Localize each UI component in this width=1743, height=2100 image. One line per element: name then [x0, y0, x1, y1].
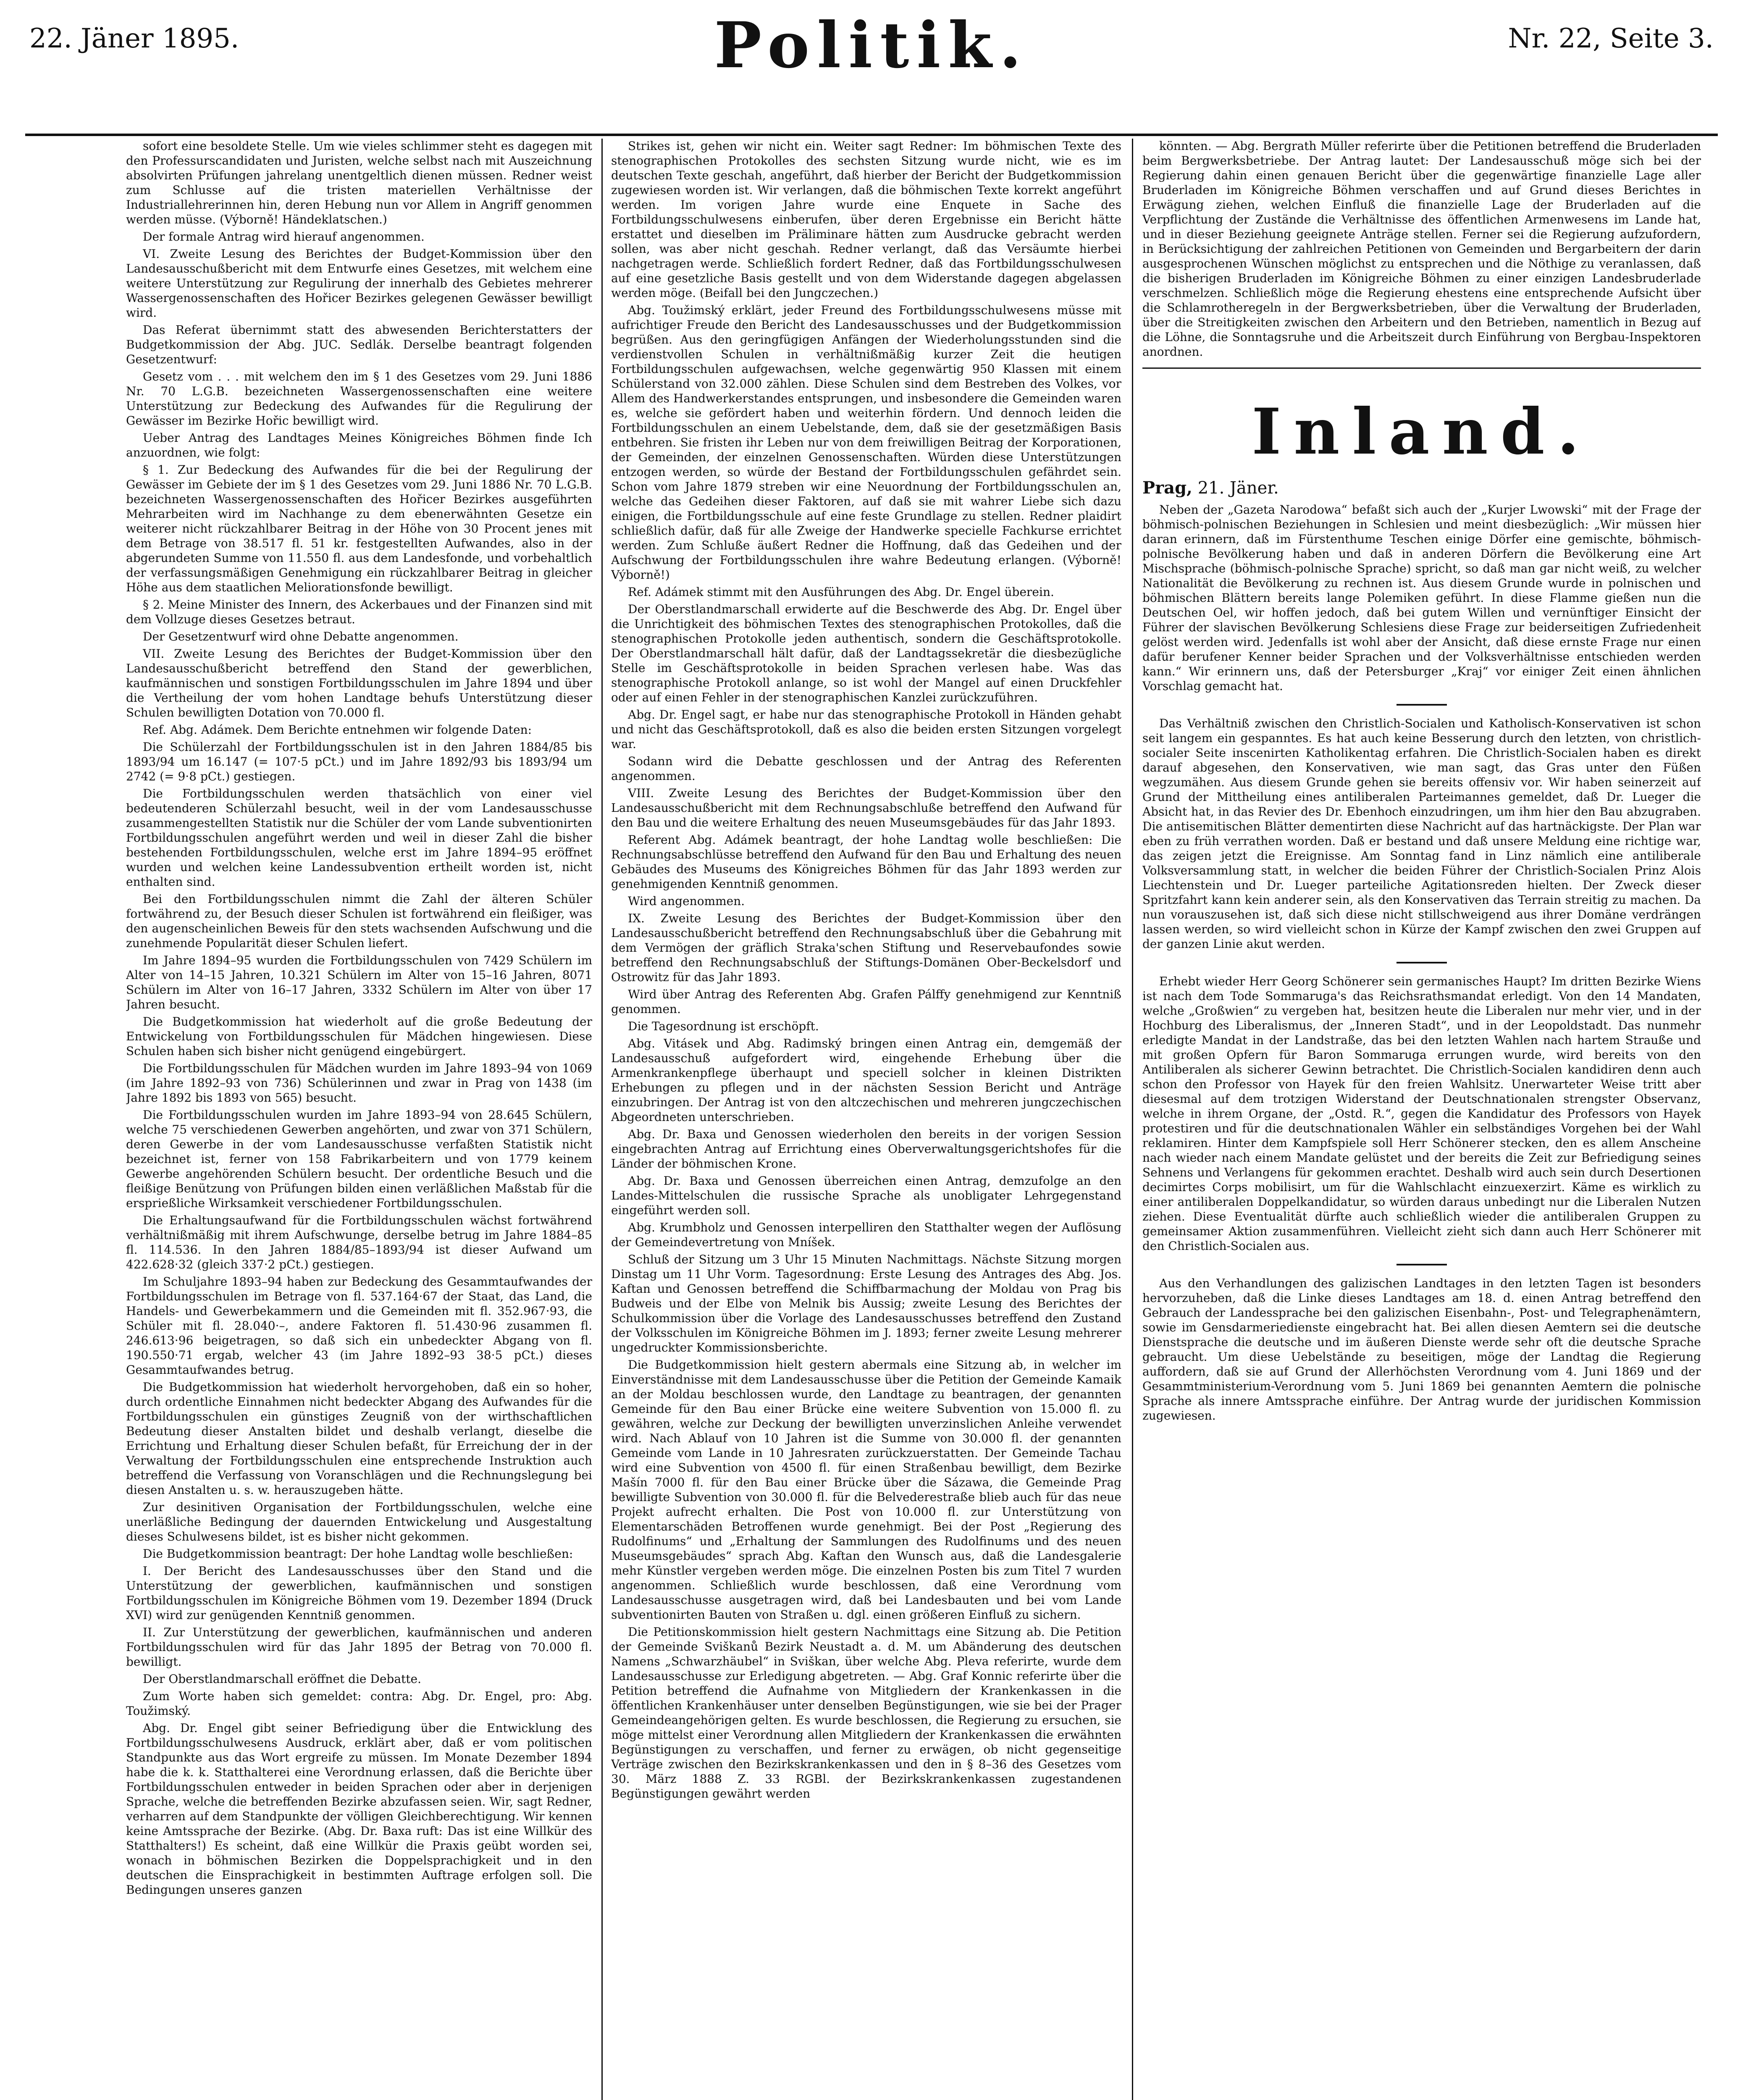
inland-heading: Inland. — [1252, 395, 1592, 469]
paragraph: Sodann wird die Debatte geschlossen und der Antrag des Referenten angenommen. — [611, 754, 1121, 783]
article-separator — [1396, 1264, 1447, 1265]
paragraph: Ref. Adámek stimmt mit den Ausführungen des Abg. Dr. Engel überein. — [628, 585, 1054, 599]
paragraph: Die Petitionskommission hielt gestern Nachmittags eine Sitzung ab. Die Petition der Gemeinde Sviškanů Bezirk Neustadt a. d. M. um Abänderung des deutschen Namens „Schwarzhäubel“ in Sviškan, über welche Abg. Pleva referirte, wurde dem Landesausschusse zur Erledigung abgetreten. — Abg. Graf Konnic referirte über die Petition betreffend die Aufnahme von Mitgliedern der Krankenkassen in die öffentlichen Krankenhäuser unter denselben Begünstigungen, wie sie bei der Prager Gemeindeangehörigen gelten. Es wurde beschlossen, die Regierung zu ersuchen, sie möge mittelst einer Verordnung allen Mitgliedern der Krankenkassen die erwähnten Begünstigungen zu verschaffen, und ferner zu erwägen, ob nicht gegenseitige Verträge zwischen den Bezirkskrankenkassen und den in § 8–36 des Gesetzes vom 30. März 1888 Z. 33 RGBl. der Bezirkskrankenkassen zugestandenen Begünstigungen gewährt werden — [611, 1625, 1121, 1801]
paragraph: Abg. Dr. Baxa und Genossen überreichen einen Antrag, demzufolge an den Landes-Mittelschulen die russische Sprache als unobligater Lehrgegenstand eingeführt werden soll. — [611, 1174, 1121, 1217]
paragraph: Zum Worte haben sich gemeldet: contra: Abg. Dr. Engel, pro: Abg. Toužimský. — [126, 1689, 592, 1718]
paragraph: Gesetz vom . . . mit welchem den im § 1 des Gesetzes vom 29. Juni 1886 Nr. 70 L.G.B. bezeichneten Wassergenossenschaften eine weitere Unterstützung zur Bedeckung des Aufwandes für die Regulirung der Gewässer im Bezirke Hořic bewilligt wird. — [126, 370, 592, 428]
paragraph: II. Zur Unterstützung der gewerblichen, kaufmännischen und anderen Fortbildungsschulen wird für das Jahr 1895 der Betrag von 70.000 fl. bewilligt. — [126, 1625, 592, 1669]
paragraph: Wird angenommen. — [628, 894, 745, 908]
paragraph: VI. Zweite Lesung des Berichtes der Budget-Kommission über den Landesausschußbericht mit dem Entwurfe eines Gesetzes, mit welchem eine weitere Unterstützung zur Regulirung der innerhalb des Gebietes mehrerer Wassergenossenschaften des Hořicer Bezirkes gelegenen Gewässer bewilligt wird. — [126, 247, 592, 320]
paragraph: I. Der Bericht des Landesausschusses über den Stand und die Unterstützung der gewerblichen, kaufmännischen und sonstigen Fortbildungsschulen im Königreiche Böhmen vom 19. Dezember 1894 (Druck XVI) wird zur genügenden Kenntniß genommen. — [126, 1564, 592, 1622]
issue-date: 22. Jäner 1895. — [29, 23, 239, 54]
column-3 — [1142, 139, 1701, 2100]
column-2 — [611, 139, 1121, 2100]
paragraph: Die Budgetkommission beantragt: Der hohe Landtag wolle beschließen: — [143, 1547, 573, 1561]
paragraph: Zur desinitiven Organisation der Fortbildungsschulen, welche eine unerläßliche Bedingung der dauernden Entwickelung und Ausgestaltung dieses Schulwesens bildet, ist es bisher nicht gekommen. — [126, 1500, 592, 1544]
paragraph: Die Budgetkommission hat wiederholt auf die große Bedeutung der Entwickelung von Fortbildungsschulen für Mädchen hingewiesen. Diese Schulen haben sich bisher nicht genügend eingebürgert. — [126, 1015, 592, 1058]
paragraph: Abg. Dr. Engel gibt seiner Befriedigung über die Entwicklung des Fortbildungsschulwesens Ausdruck, erklärt aber, daß er vom politischen Standpunkte aus das Wort ergreife zu müssen. Im Monate Dezember 1894 habe die k. k. Statthalterei eine Verordnung erlassen, daß die Berichte über Fortbildungsschulen entweder in beiden Sprachen oder aber in derjenigen Sprache, welche die betreffenden Bezirke abzufassen seien. Wir, sagt Redner, verharren auf dem Standpunkte der völligen Gleichberechtigung. Wir kennen keine Amtssprache der Bezirke. (Abg. Dr. Baxa ruft: Das ist eine Willkür des Statthalters!) Es scheint, daß eine Willkür die Praxis geübt worden sei, wonach in böhmischen Bezirken die Doppelsprachigkeit und in den deutschen die Einsprachigkeit in bestimmten Auftrage erfolgen soll. Die Bedingungen unseres ganzen — [126, 1721, 592, 1897]
dateline-date: 21. Jäner. — [1197, 478, 1279, 498]
paragraph: Abg. Dr. Engel sagt, er habe nur das stenographische Protokoll in Händen gehabt und nicht das Geschäftsprotokoll, daß es also die beiden ersten Sitzungen vorgelegt war. — [611, 708, 1121, 751]
section-title: Politik. — [714, 8, 1029, 82]
paragraph: Die Fortbildungsschulen wurden im Jahre 1893–94 von 28.645 Schülern, welche 75 verschiedenen Gewerben angehörten, und zwar von 371 Schülern, deren Gewerbe in der vom Landesausschusse verfaßten Statistik nicht bezeichnet ist, ferner von 158 Fabrikarbeitern und von 1779 keinem Gewerbe angehörenden Schülern besucht. Der ordentliche Besuch und die fleißige Benützung von Prüfungen bilden einen verläßlichen Maßstab für die ersprießliche Wirksamkeit verschiedener Fortbildungsschulen. — [126, 1108, 592, 1210]
paragraph: Die Erhaltungsaufwand für die Fortbildungsschulen wächst fortwährend verhältnißmäßig mit ihrem Aufschwunge, derselbe betrug im Jahre 1884–85 fl. 114.536. In den Jahren 1884/85–1893/94 ist dieser Aufwand um 422.628·32 (gleich 337·2 pCt.) gestiegen. — [126, 1213, 592, 1271]
paragraph: Strikes ist, gehen wir nicht ein. Weiter sagt Redner: Im böhmischen Texte des stenographischen Protokolles des sechsten Sitzung wurde nicht, wie es im deutschen Texte geschah, angeführt, daß hierber der Bericht der Budgetkommission zugewiesen worden ist. Wir verlangen, daß die böhmischen Texte korrekt angeführt werden. Im vorigen Jahre wurde eine Enquete in Sache des Fortbildungsschulwesens einberufen, über deren Ergebnisse ein Bericht hätte erstattet und dieselben im Präliminare hätten zum Ausdrucke gebracht werden sollen, was aber nicht geschah. Redner verlangt, daß das Versäumte hierbei nachgetragen werde. Schließlich fordert Redner, daß das Fortbildungsschulwesen auf eine gesetzliche Basis gestellt und von dem Widerstande dagegen abgelassen werden möge. (Beifall bei den Jungczechen.) — [611, 139, 1121, 300]
paragraph: Die Fortbildungsschulen für Mädchen wurden im Jahre 1893–94 von 1069 (im Jahre 1892–93 von 736) Schülerinnen und zwar in Prag von 1438 (im Jahre 1892 bis 1893 von 565) besucht. — [126, 1061, 592, 1105]
header-rule — [25, 134, 1718, 136]
paragraph: Ueber Antrag des Landtages Meines Königreiches Böhmen finde Ich anzuordnen, wie folgt: — [126, 431, 592, 459]
paragraph: Der Oberstlandmarschall eröffnet die Debatte. — [143, 1672, 422, 1686]
paragraph: IX. Zweite Lesung des Berichtes der Budget-Kommission über den Landesausschußbericht betreffend den Rechnungsabschluß über die Gebahrung mit dem Vermögen der gräflich Straka'schen Stiftung und Reservebaufondes sowie betreffend den Rechnungsabschluß der Stiftungs-Domänen Ober-Beckelsdorf und Ostrowitz für das Jahr 1893. — [611, 911, 1121, 984]
paragraph: § 2. Meine Minister des Innern, des Ackerbaues und der Finanzen sind mit dem Vollzuge dieses Gesetzes betraut. — [126, 598, 592, 626]
paragraph: § 1. Zur Bedeckung des Aufwandes für die bei der Regulirung der Gewässer im Gebiete der im § 1 des Gesetzes vom 29. Juni 1886 Nr. 70 L.G.B. bezeichneten Wassergenossenschaften des Hořicer Bezirkes ausgeführten Mehrarbeiten wird im Nachhange zu dem ebenerwähnten Gesetze ein weiterer nicht rückzahlbarer Beitrag in der Höhe von 30 Procent jenes mit dem Betrage von 38.517 fl. 51 kr. festgestellten Aufwandes, also in der abgerundeten Summe von 11.550 fl. aus dem Landesfonde, und vorbehaltlich der verfassungsmäßigen Genehmigung ein rückzahlbarer Beitrag in gleicher Höhe aus dem staatlichen Meliorationsfonde bewilligt. — [126, 463, 592, 594]
paragraph: könnten. — Abg. Bergrath Müller referirte über die Petitionen betreffend die Bruderladen beim Bergwerksbetriebe. Der Antrag lautet: Der Landesausschuß möge sich bei der Regierung dahin einen genauen Bericht über die gegenwärtige finanzielle Lage aller Bruderladen im Königreiche Böhmen verschaffen und auf Grund dieses Berichtes in Erwägung ziehen, welchen Einfluß die finanzielle Lage der Bruderladen auf die Verpflichtung der Zustände die Verhältnisse des öffentlichen Armenwesens im Lande hat, und in dieser Beziehung geeignete Anträge stellen. Ferner sei die Regierung aufzufordern, in Berücksichtigung der zahlreichen Petitionen von Gemeinden und Bergarbeitern der darin ausgesprochenen Wünschen möglichst zu entsprechen und die Nöthige zu veranlassen, daß die bisherigen Bruderladen im Königreiche Böhmen zu einer einzigen Landesbruderlade verschmelzen. Schließlich möge die Regierung ehestens eine entsprechende Aufsicht über die Schlamrotheregeln in der Bergwerksbetrieben, über die Verwaltung der Bruderladen, über die Streitigkeiten zwischen den Arbeitern und den Betrieben, namentlich in Bezug auf die Löhne, die Sonntagsruhe und die Arbeitszeit durch Einführung von Bergbau-Inspektoren anordnen. — [1142, 139, 1701, 359]
column-divider — [601, 139, 603, 2100]
paragraph: Der Gesetzentwurf wird ohne Debatte angenommen. — [143, 630, 459, 643]
dateline — [1142, 478, 1701, 498]
article-separator — [1396, 704, 1447, 706]
paragraph: Das Referat übernimmt statt des abwesenden Berichterstatters der Budgetkommission der Abg. JUC. Sedlák. Derselbe beantragt folgenden Gesetzentwurf: — [126, 323, 592, 366]
paragraph: Im Jahre 1894–95 wurden die Fortbildungsschulen von 7429 Schülern im Alter von 14–15 Jahren, 10.321 Schülern im Alter von 15–16 Jahren, 8071 Schülern im Alter von 16–17 Jahren, 3332 Schülern im Alter von über 17 Jahren besucht. — [126, 953, 592, 1011]
paragraph: Abg. Krumbholz und Genossen interpelliren den Statthalter wegen der Auflösung der Gemeindevertretung von Mníšek. — [611, 1221, 1121, 1249]
paragraph: Wird über Antrag des Referenten Abg. Grafen Pálffy genehmigend zur Kenntniß genommen. — [611, 987, 1121, 1016]
paragraph: Abg. Vitásek und Abg. Radimský bringen einen Antrag ein, demgemäß der Landesausschuß aufgefordert wird, eingehende Erhebung über die Armenkrankenpflege überhaupt und speciell solcher in kleinen Distrikten Erhebungen zu pflegen und in der nächsten Session Bericht und Anträge einzubringen. Der Antrag ist von den altczechischen und mehreren jungczechischen Abgeordneten unterschrieben. — [611, 1037, 1121, 1124]
paragraph: Der Oberstlandmarschall erwiderte auf die Beschwerde des Abg. Dr. Engel über die Unrichtigkeit des böhmischen Textes des stenographischen Protokolles, daß die stenographischen Protokolle jeden authentisch, sondern die Geschäftsprotokolle. Der Oberstlandmarschall hält dafür, daß der Landtagssekretär die diesbezügliche Stelle im Geschäftsprotokolle in beiden Sprachen verlesen habe. Was das stenographische Protokoll anlange, so ist wohl der Mangel auf einen Druckfehler oder auf einen Fehler in der stenographischen Kanzlei zurückzuführen. — [611, 602, 1121, 704]
paragraph: Erhebt wieder Herr Georg Schönerer sein germanisches Haupt? Im dritten Bezirke Wiens ist nach dem Tode Sommaruga's das Reichsrathsmandat erledigt. Von den 14 Mandaten, welche „Großwien“ zu vergeben hat, besitzen heute die Liberalen nur mehr vier, und in der Hochburg des Liberalismus, der „Inneren Stadt“, und in der Leopoldstadt. Das nunmehr erledigte Mandat in der Landstraße, das bei den letzten Wahlen nach hartem Strauße und mit großen Opfern für Baron Sommaruga errungen wurde, wird bereits von den Antiliberalen als sicherer Gewinn betrachtet. Die Christlich-Socialen kandidiren denn auch schon den Professor von Hayek für den freien Wahlsitz. Unerwarteter Weise tritt aber diesesmal auf dem trotzigen Widerstand der Deutschnationalen strengster Observanz, welche in ihrem Organe, der „Ostd. R.“, gegen die Kandidatur des Professors von Hayek protestiren und für die deutschnationalen Wähler ein selbständiges Vorgehen bei der Wahl reklamiren. Hinter dem Kampfspiele soll Herr Schönerer stecken, den es allem Anscheine nach wieder nach einem Mandate gelüstet und der bereits die Zeit zur Befriedigung seines Sehnens und Verlangens für gekommen erachtet. Deshalb wird auch sein durch Desertionen decimirtes Corps mobilisirt, um für die Wahlschlacht einzuexerzirt. Käme es wirklich zu einer antiliberalen Doppelkandidatur, so würden daraus unbedingt nur die Liberalen Nutzen ziehen. Diese Eventualität dürfte auch schließlich wieder die antiliberalen Gruppen zu gemeinsamer Aktion zusammenführen. Vielleicht zieht sich dann auch Herr Schönerer mit den Christlich-Socialen aus. — [1142, 974, 1701, 1253]
paragraph: Die Budgetkommission hielt gestern abermals eine Sitzung ab, in welcher im Einverständnisse mit dem Landesausschusse über die Petition der Gemeinde Kamaik an der Moldau beschlossen wurde, den Landtage zu beantragen, der genannten Gemeinde für den Bau einer Brücke eine weitere Subvention von 15.000 fl. zu gewähren, welche zur Deckung der bewilligten unverzinslichen Anleihe verwendet wird. Nach Ablauf von 10 Jahren ist die Summe von 30.000 fl. der genannten Gemeinde vom Lande in 10 Jahresraten zurückzuerstatten. Der Gemeinde Tachau wird eine Subvention von 4500 fl. für einen Straßenbau bewilligt, dem Bezirke Mašín 7000 fl. für den Bau einer Brücke über die Sázawa, die Gemeinde Prag bewilligte Subvention von 30.000 fl. für die Belvederestraße blieb auch für das neue Projekt aufrecht erhalten. Die Post von 10.000 fl. zur Unterstützung von Elementarschäden Betroffenen wurde genehmigt. Bei der Post „Regierung des Rudolfinums“ und „Erhaltung der Sammlungen des Rudolfinums und des neuen Museumsgebäudes“ sprach Abg. Kaftan den Wunsch aus, daß die Landesgalerie mehr Künstler vergeben werden möge. Die einzelnen Posten bis zum Titel 7 wurden angenommen. Schließlich wurde beschlossen, daß eine Verordnung vom Landesausschusse ausgetragen wird, daß bei Landesbauten und bei vom Lande subventionirten Bauten von Straßen u. dgl. einen größeren Einfluß zu sichern. — [611, 1358, 1121, 1622]
column-divider — [1132, 139, 1133, 2100]
paragraph: Abg. Dr. Baxa und Genossen wiederholen den bereits in der vorigen Session eingebrachten Antrag auf Errichtung eines Oberverwaltungsgerichtshofes für die Länder der böhmischen Krone. — [611, 1127, 1121, 1171]
paragraph: Referent Abg. Adámek beantragt, der hohe Landtag wolle beschließen: Die Rechnungsabschlüsse betreffend den Aufwand für den Bau und Erhaltung des neuen Gebäudes des Museums des Königreiches Böhmen für das Jahr 1893 werden zur genehmigenden Kenntniß genommen. — [611, 833, 1121, 891]
paragraph: Die Budgetkommission hat wiederholt hervorgehoben, daß ein so hoher, durch ordentliche Einnahmen nicht bedeckter Abgang des Aufwandes für die Fortbildungsschulen ein günstiges Zeugniß von der wirthschaftlichen Bedeutung dieser Anstalten bildet und deshalb verlangt, dieselbe die Errichtung und Erhaltung dieser Schulen befaßt, für Erreichung der in der Verwaltung der Fortbildungsschulen eine entsprechende Instruktion auch betreffend die Verfassung von Voranschlägen und die Rechnungslegung bei diesen Anstalten u. s. w. herauszugeben hätte. — [126, 1380, 592, 1497]
paragraph: Im Schuljahre 1893–94 haben zur Bedeckung des Gesammtaufwandes der Fortbildungsschulen im Betrage von fl. 537.164·67 der Staat, das Land, die Handels- und Gewerbekammern und die Gemeinden mit fl. 352.967·93, die Schüler mit fl. 28.040·–, andere Faktoren fl. 51.430·96 zusammen fl. 246.613·96 beigetragen, so daß sich ein unbedeckter Abgang von fl. 190.550·71 ergab, welcher 43 (im Jahre 1892–93 38·5 pCt.) dieses Gesammtaufwandes betrug. — [126, 1275, 592, 1377]
masthead — [29, 8, 1714, 134]
paragraph: Neben der „Gazeta Narodowa“ befaßt sich auch der „Kurjer Lwowski“ mit der Frage der böhmisch-polnischen Beziehungen in Schlesien und meint diesbezüglich: „Wir müssen hier daran erinnern, daß im Fürstenthume Teschen einige Dörfer eine gemischte, böhmisch-polnische Bevölkerung haben und daß in anderen Dörfern die Bevölkerung eine Art Mischsprache (böhmisch-polnische Sprache) spricht, so daß man gar nicht weiß, zu welcher Nationalität die Bevölkerung zu rechnen ist. Aus diesem Grunde wurde in polnischen und böhmischen Blättern bereits lange Polemiken geführt. In diese Flamme gießen nun die Deutschen Oel, wir hoffen jedoch, daß bei gutem Willen und vernünftiger Einsicht der Führer der slavischen Bevölkerung Schlesiens diese Frage zur beiderseitigen Zufriedenheit gelöst werden wird. Jedenfalls ist wohl aber der Ansicht, daß diese ernste Frage nur einen dafür berufener Kenner beider Sprachen und der Volksverhältnisse entschieden werden kann.“ Wir erinnern uns, daß der Petersburger „Kraj“ vor einiger Zeit einen ähnlichen Vorschlag gemacht hat. — [1142, 503, 1701, 693]
column-1 — [126, 139, 592, 2100]
paragraph: VIII. Zweite Lesung des Berichtes der Budget-Kommission über den Landesausschußbericht mit dem Rechnungsabschluße betreffend den Aufwand für den Bau und die weitere Erhaltung des neuen Museumsgebäudes für das Jahr 1893. — [611, 786, 1121, 830]
dateline-city: Prag, — [1142, 478, 1192, 498]
section-rule — [1142, 368, 1701, 369]
paragraph: Das Verhältniß zwischen den Christlich-Socialen und Katholisch-Konservativen ist schon seit langem ein gespanntes. Es hat auch keine Besserung durch den letzten, von christlich-socialer Seite inscenirten Katholikentag erfahren. Die Christlich-Socialen haben es direkt darauf abgesehen, den Konservativen, wie man sagt, das Gras unter den Füßen wegzumähen. Aus diesem Grunde gehen sie bereits offensiv vor. Wir haben seinerzeit auf Grund der Mittheilung eines antiliberalen Parteimannes gemeldet, daß Dr. Lueger die Absicht hat, in das Revier des Dr. Ebenhoch einzudringen, um ihm hier den Bau abzugraben. Die antisemitischen Blätter dementirten diese Nachricht auf das hartnäckigste. Der Plan war eben zu früh verrathen worden. Daß er bestand und daß unsere Meldung eine richtige war, das zeigen jetzt die Ereignisse. Am Sonntag fand in Linz nämlich eine antiliberale Volksversammlung statt, in welcher die beiden Führer der Christlich-Socialen Prinz Alois Liechtenstein und Dr. Lueger parteiliche Agitationsreden hielten. Der Zweck dieser Spritzfahrt kann kein anderer sein, als den Konservativen das Terrain streitig zu machen. Da nun vorauszusehen ist, daß sich diese nicht stillschweigend aus ihrer Domäne verdrängen lassen werden, so wird vielleicht schon in Kürze der Kampf zwischen den zwei Gruppen auf der ganzen Linie akut werden. — [1142, 717, 1701, 951]
paragraph: Schluß der Sitzung um 3 Uhr 15 Minuten Nachmittags. Nächste Sitzung morgen Dinstag um 11 Uhr Vorm. Tagesordnung: Erste Lesung des Antrages des Abg. Jos. Kaftan und Genossen betreffend die Schiffbarmachung der Moldau von Prag bis Budweis und der Elbe von Melnik bis Aussig; zweite Lesung des Berichtes der Schulkommission über die Vorlage des Landesausschusses betreffend den Zustand der Volksschulen im Königreiche Böhmen im J. 1893; ferner zweite Lesung mehrerer ungedruckter Kommissionsberichte. — [611, 1252, 1121, 1354]
paragraph: Die Schülerzahl der Fortbildungsschulen ist in den Jahren 1884/85 bis 1893/94 um 16.147 (= 107·5 pCt.) und im Jahre 1892/93 bis 1893/94 um 2742 (= 9·8 pCt.) gestiegen. — [126, 740, 592, 783]
paragraph: Die Fortbildungsschulen werden thatsächlich von einer viel bedeutenderen Schülerzahl besucht, weil in der vom Landesausschusse zusammengestellten Statistik nur die Schüler der vom Lande subventionirten Fortbildungsschulen angeführt werden und weil in dieser Zahl die bisher bestehenden Fortbildungsschulen, welche erst im Jahre 1894–95 eröffnet wurden und welchen keine Landessubvention ertheilt worden ist, nicht enthalten sind. — [126, 787, 592, 889]
paragraph: sofort eine besoldete Stelle. Um wie vieles schlimmer steht es dagegen mit den Professurscandidaten und Juristen, welche selbst nach mit Auszeichnung absolvirten Prüfungen jahrelang unentgeltlich dienen müssen. Redner weist zum Schlusse auf die tristen materiellen Verhältnisse der Industriallehrerinnen hin, deren Hebung nun vor Allem in Angriff genommen werden müsse. (Výborně! Händeklatschen.) — [126, 139, 592, 226]
paragraph: Ref. Abg. Adámek. Dem Berichte entnehmen wir folgende Daten: — [143, 723, 532, 737]
paragraph: Bei den Fortbildungsschulen nimmt die Zahl der älteren Schüler fortwährend zu, der Besuch dieser Schulen ist fortwährend ein fleißiger, was den augenscheinlichen Beweis für den stets wachsenden Aufschwung und die zunehmende Popularität dieser Schulen liefert. — [126, 892, 592, 950]
paragraph: Die Tagesordnung ist erschöpft. — [628, 1019, 819, 1033]
article-separator — [1396, 962, 1447, 963]
paragraph: Aus den Verhandlungen des galizischen Landtages in den letzten Tagen ist besonders hervorzuheben, daß die Linke dieses Landtages am 18. d. einen Antrag betreffend den Gebrauch der Landessprache bei den galizischen Eisenbahn-, Post- und Telegraphenämtern, sowie im Gensdarmeriedienste eingebracht hat. Bei allen diesen Aemtern sei die deutsche Dienstsprache die deutsche und im äußeren Dienste werde sehr oft die deutsche Sprache gebraucht. Um diese Uebelstände zu beseitigen, möge der Landtag die Regierung auffordern, daß sie auf Grund der Allerhöchsten Verordnung vom 4. Juni 1869 und der Gesammtministerium-Verordnung vom 5. Juni 1869 bei genannten Aemtern die polnische Sprache als innere Amtssprache einführe. Der Antrag wurde der juridischen Kommission zugewiesen. — [1142, 1276, 1701, 1423]
paragraph: Abg. Toužimský erklärt, jeder Freund des Fortbildungsschulwesens müsse mit aufrichtiger Freude den Bericht des Landesausschusses und der Budgetkommission begrüßen. Aus den geringfügigen Anfängen der Wiederholungsstunden sind die verdienstvollen Schulen in verhältnißmäßig kurzer Zeit die heutigen Fortbildungsschulen aufgewachsen, welche gegenwärtig 950 Klassen mit einem Schülerstand von 32.000 zählen. Diese Schulen sind dem Bestreben des Volkes, vor Allem des Handwerkerstandes entsprungen, und insbesondere die Gemeinden waren es, welche sie gefördert haben und weiterhin fördern. Und dennoch leiden die Fortbildungsschulen an einem Uebelstande, dem, daß sie der gesetzmäßigen Basis entbehren. Sie fristen ihr Leben nur von dem freiwilligen Beitrag der Korporationen, der Gemeinden, der einzelnen Genossenschaften. Würden diese Unterstützungen entzogen werden, so würde der Bestand der Fortbildungsschulen gefährdet sein. Schon vom Jahre 1879 streben wir eine Neuordnung der Fortbildungsschulen an, welche das Gedeihen dieser Faktoren, auf daß sie mit wahrer Liebe sich dazu einigen, die Fortbildungsschule auf eine feste Grundlage zu stellen. Redner plaidirt schließlich dafür, daß für alle Zweige der Handwerke specielle Fachkurse errichtet werden. Zum Schluße äußert Redner die Hoffnung, daß das Gedeihen und der Aufschwung der Fortbildungsschulen ihre wahre Bedeutung erlangen. (Výborně! Výborně!) — [611, 303, 1121, 582]
paragraph: Der formale Antrag wird hierauf angenommen. — [143, 230, 425, 244]
paragraph: VII. Zweite Lesung des Berichtes der Budget-Kommission über den Landesausschußbericht betreffend den Stand der gewerblichen, kaufmännischen und sonstigen Fortbildungsschulen im Jahre 1894 und über die Vertheilung der vom hohen Landtage behufs Unterstützung dieser Schulen bewilligten Dotation von 70.000 fl. — [126, 647, 592, 719]
issue-page: Nr. 22, Seite 3. — [1508, 23, 1714, 54]
